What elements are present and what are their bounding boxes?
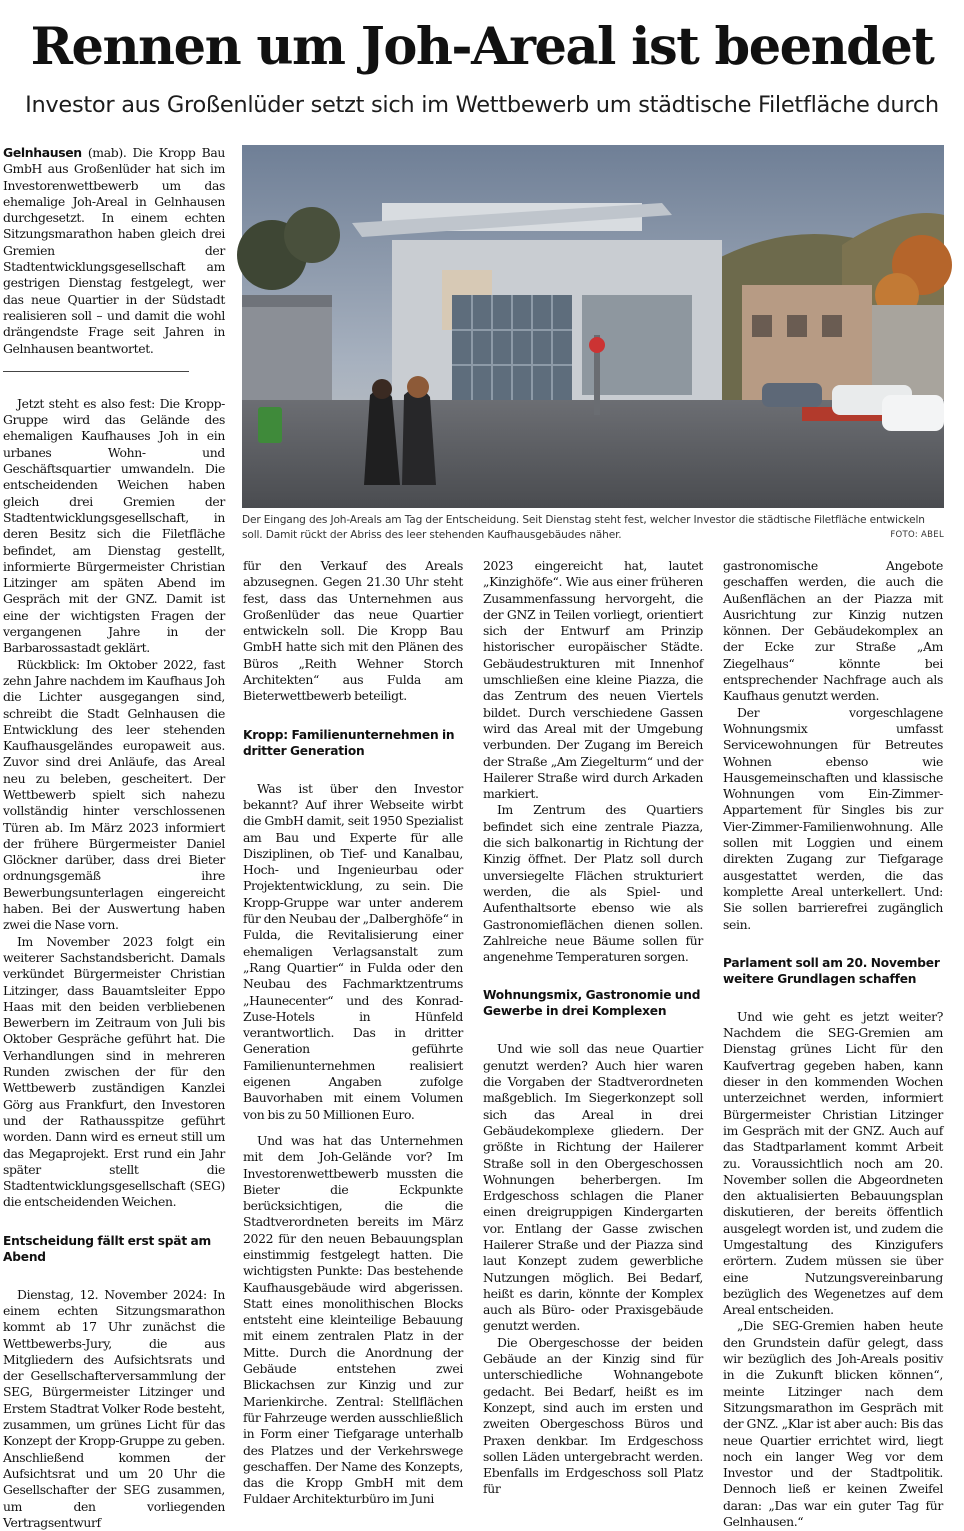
paragraph: Was ist über den Investor bekannt? Auf ihrer Webseite wirbt die GmbH damit, seit 1950 Spezialist am Bau und Experte für alle Disziplinen, ob Tief- und Kanalbau, Hoch- und Ingenieurbau oder Projektentwicklung, zu sein. Die Kropp-Gruppe war unter anderem für den Neubau der „Dalberghöfe“ in Fulda, die Revitalisierung einer ehemaligen Verlagsanstalt zum „Rang Quartier“ in Fulda oder den Neubau des Fachmarktzentrums „Haunecenter“ und des Konrad-Zuse-Hotels in Hünfeld verantwortlich. Das in dritter Generation geführte Familienunternehmen realisiert eigenen Angaben zufolge Bauvorhaben mit einem Volumen von bis zu 50 Millionen Euro. [243,780,463,1122]
intro-text: (mab). Die Kropp Bau GmbH aus Großenlüder hat sich im Investorenwettbewerb um das ehemalige Joh-Areal in Gelnhausen durchgesetzt. In einem echten Sitzungsmarathon haben gleich drei Gremien der Stadtentwicklungsgesellschaft am gestrigen Dienstag festgelegt, wer das neue Quartier in der Südstadt realisieren soll – und damit die wohl drängendste Frage seit Jahren in Gelnhausen beantwortet. [3,145,225,356]
subheading: Parlament soll am 20. November weitere Grundlagen schaffen [723,955,940,986]
subheading: Wohnungsmix, Gastronomie und Gewerbe in drei Komplexen [483,988,701,1019]
paragraph: Rückblick: Im Oktober 2022, fast zehn Jahre nachdem im Kaufhaus Joh die Lichter ausgegangen sind, schreibt die Stadt Gelnhausen die Entwicklung des leer stehenden Kaufhausgeländes europaweit aus. Zuvor sind drei Anläufe, das Areal neu zu beleben, gescheitert. Der Wettbewerb spielt sich nahezu vollständig hinter verschlossenen Türen ab. Im März 2023 informiert der frühere Bürgermeister Daniel Glöckner darüber, dass drei Bieter ordnungsgemäß ihre Bewerbungsunterlagen eingereicht haben. Bei der Auswertung haben zwei die Nase vorn. [3,656,225,933]
paragraph: Und wie geht es jetzt weiter? Nachdem die SEG-Gremien am Dienstag grünes Licht für den Kaufvertrag gegeben haben, kann dieser in den kommenden Wochen unterzeichnet werden, informiert Bürgermeister Christian Litzinger im Gespräch mit der GNZ. Auch auf das Stadtparlament kommt Arbeit zu. Voraussichtlich noch am 20. November sollen die Abgeordneten den aktualisierten Bebauungsplan diskutieren, der bereits öffentlich ausgelegt worden ist, und zudem die Umgestaltung des Kinzigufers erörtern. Zudem müssen sie über eine Nutzungsvereinbarung bezüglich des Wegenetzes auf dem Areal entscheiden. [723,1008,943,1318]
dateline: Gelnhausen [3,145,82,160]
paragraph: Im November 2023 folgt ein weiterer Sachstandsbericht. Damals verkündet Bürgermeister Christian Litzinger, dass Bauamtsleiter Eppo Haas mit den beiden verbliebenen Bewerbern im Zeitraum von Juli bis Oktober Gespräche geführt hat. Die Verhandlungen sind in mehreren Runden zwischen der für den Wettbewerb zuständigen Kanzlei Görg aus Frankfurt, den Investoren und der Rathausspitze geführt worden. Dann wird es erneut still um das Megaprojekt. Erst rund ein Jahr später stellt die Stadtentwicklungsgesellschaft (SEG) die entscheidenden Weichen. [3,933,225,1210]
photo-credit: FOTO: ABEL [890,530,944,540]
article-photo [242,145,944,508]
paragraph: für den Verkauf des Areals abzusegnen. Gegen 21.30 Uhr steht fest, dass das Unternehmen aus Großenlüder das neue Quartier entwickeln soll. Die Kropp Bau GmbH hatte sich mit den Plänen des Büros „Reith Wehner Storch Architekten“ aus Fulda am Bieterwettbewerb beteiligt. [243,558,463,704]
paragraph: Und was hat das Unternehmen mit dem Joh-Gelände vor? Im Investorenwettbewerb mussten die Bieter die Eckpunkte berücksichtigen, die die Stadtverordneten bereits im März 2022 für den neuen Bebauungsplan einstimmig festgelegt hatten. Die wichtigsten Punkte: Das bestehende Kaufhausgebäude wird abgerissen. Statt eines monolithischen Blocks entsteht eine kleinteilige Bebauung mit einem zentralen Platz in der Mitte. Durch die Anordnung der Gebäude entstehen zwei Blickachsen zur Kinzig und zur Marienkirche. Zentral: Stellflächen für Fahrzeuge werden ausschließlich in Form einer Tiefgarage unterhalb des Platzes und der Verkehrswege geschaffen. Der Name des Konzepts, das die Kropp GmbH mit dem Fuldaer Architekturbüro im Juni [243,1132,463,1507]
paragraph: Dienstag, 12. November 2024: In einem echten Sitzungsmarathon kommt ab 17 Uhr zunächst die Wettbewerbs-Jury, die aus Mitgliedern des Aufsichtsrats und der Gesellschafterversammlung der SEG, Bürgermeister Litzinger und Erstem Stadtrat Volker Rode besteht, zusammen, um grünes Licht für das Konzept der Kropp-Gruppe zu geben. Anschließend kommen der Aufsichtsrat und um 20 Uhr die Gesellschafter der SEG zusammen, um den vorliegenden Vertragsentwurf [3,1286,225,1530]
paragraph: 2023 eingereicht hat, lautet „Kinzighöfe“. Wie aus einer früheren Zusammenfassung hervorgeht, die der GNZ in Teilen vorliegt, orientiert sich der Entwurf am Prinzip historischer europäischer Städte. Gebäudestrukturen mit Innenhof umschließen eine kleine Piazza, die das Zentrum des neuen Viertels bildet. Durch verschiedene Gassen wird das Areal mit der Umgebung verbunden. Der Zugang im Bereich der Straße „Am Ziegelturm“ und der Hailerer Straße wird durch Arkaden markiert. [483,558,703,802]
paragraph: Die Obergeschosse der beiden Gebäude an der Kinzig sind für unterschiedliche Wohnangebote gedacht. Bei Bedarf, heißt es im Konzept, sind auch im ersten und zweiten Obergeschoss Büros und Praxen denkbar. Im Erdgeschoss sollen Läden untergebracht werden. Ebenfalls im Erdgeschoss soll Platz für [483,1334,703,1497]
subheading: Kropp: Familienunternehmen in dritter Generation [243,727,455,758]
paragraph: Jetzt steht es also fest: Die Kropp-Gruppe wird das Gelände des ehemaligen Kaufhauses Joh in ein urbanes Wohn- und Geschäftsquartier umwandeln. Die entscheidenden Weichen haben gleich drei Gremien der Stadtentwicklungsgesellschaft, in deren Besitz sich die Filetfläche befindet, am Dienstag gestellt, informierte Bürgermeister Christian Litzinger am späten Abend im Gespräch mit der GNZ. Damit ist eine der wichtigsten Fragen der vergangenen Jahre in der Barbarossastadt geklärt. [3,395,225,656]
paragraph: „Die SEG-Gremien haben heute den Grundstein dafür gelegt, dass wir bezüglich des Joh-Areals positiv in die Zukunft blicken können“, meinte Litzinger nach dem Sitzungsmarathon im Gespräch mit der GNZ. „Klar ist aber auch: Bis das neue Quartier errichtet wird, liegt noch ein langer Weg vor dem Investor und der Stadtpolitik. Dennoch ließ er keinen Zweifel daran: „Das war ein guter Tag für Gelnhausen.“ [723,1318,943,1530]
paragraph: Und wie soll das neue Quartier genutzt werden? Auch hier waren die Vorgaben der Stadtverordneten maßgeblich. Im Siegerkonzept soll sich das Areal in drei Gebäudekomplexe gliedern. Der größte in Richtung der Hailerer Straße soll in den Obergeschossen Wohnungen beherbergen. Im Erdgeschoss schlagen die Planer einen dreigruppigen Kindergarten vor. Entlang der Gasse zwischen Hailerer Straße und der Piazza sind laut Konzept zudem gewerbliche Nutzungen möglich. Bei Bedarf, heißt es darin, könnte der Komplex auch als Büro- oder Praxisgebäude genutzt werden. [483,1041,703,1334]
paragraph: Im Zentrum des Quartiers befindet sich eine zentrale Piazza, die sich balkonartig in Richtung der Kinzig öffnet. Der Platz soll durch unversiegelte Flächen strukturiert werden, die als Spiel- und Aufenthaltsorte ebenso wie als Gastronomieflächen dienen sollen. Zahlreiche neue Bäume sollen für angenehme Temperaturen sorgen. [483,802,703,965]
photo-illustration [242,145,944,508]
subline: Investor aus Großenlüder setzt sich im Wettbewerb um städtische Filetfläche durch [25,92,939,118]
subheading: Entscheidung fällt erst spät am Abend [3,1233,212,1264]
column-4 [723,558,943,1530]
intro-divider [3,371,189,372]
headline: Rennen um Joh-Areal ist beendet [30,17,934,77]
column-1 [3,145,225,1531]
paragraph: Der vorgeschlagene Wohnungsmix umfasst Servicewohnungen für Betreutes Wohnen ebenso wie Hausgemeinschaften und klassische Wohnungen vom Ein-Zimmer-Appartement für Singles bis zur Vier-Zimmer-Familienwohnung. Alle sollen mit Loggien und einem direkten Zugang zur Tiefgarage ausgestattet werden, die das komplette Areal unterkellert. Und: Sie sollen barrierefrei zugänglich sein. [723,704,943,932]
photo-caption [242,513,944,543]
intro-paragraph [3,145,225,357]
column-2 [243,558,463,1508]
paragraph: gastronomische Angebote geschaffen werden, die auch die Außenflächen an der Piazza mit Ausrichtung zur Kinzig nutzen können. Der Gebäudekomplex an der Ecke zur Straße „Am Ziegelhaus“ könnte bei entsprechender Nachfrage auch als Kaufhaus genutzt werden. [723,558,943,704]
column-3 [483,558,703,1498]
caption-text: Der Eingang des Joh-Areals am Tag der Entscheidung. Seit Dienstag steht fest, welcher Investor die städtische Filetfläche entwickeln soll. Damit rückt der Abriss des leer stehenden Kaufhausgebäudes näher. [242,514,925,541]
